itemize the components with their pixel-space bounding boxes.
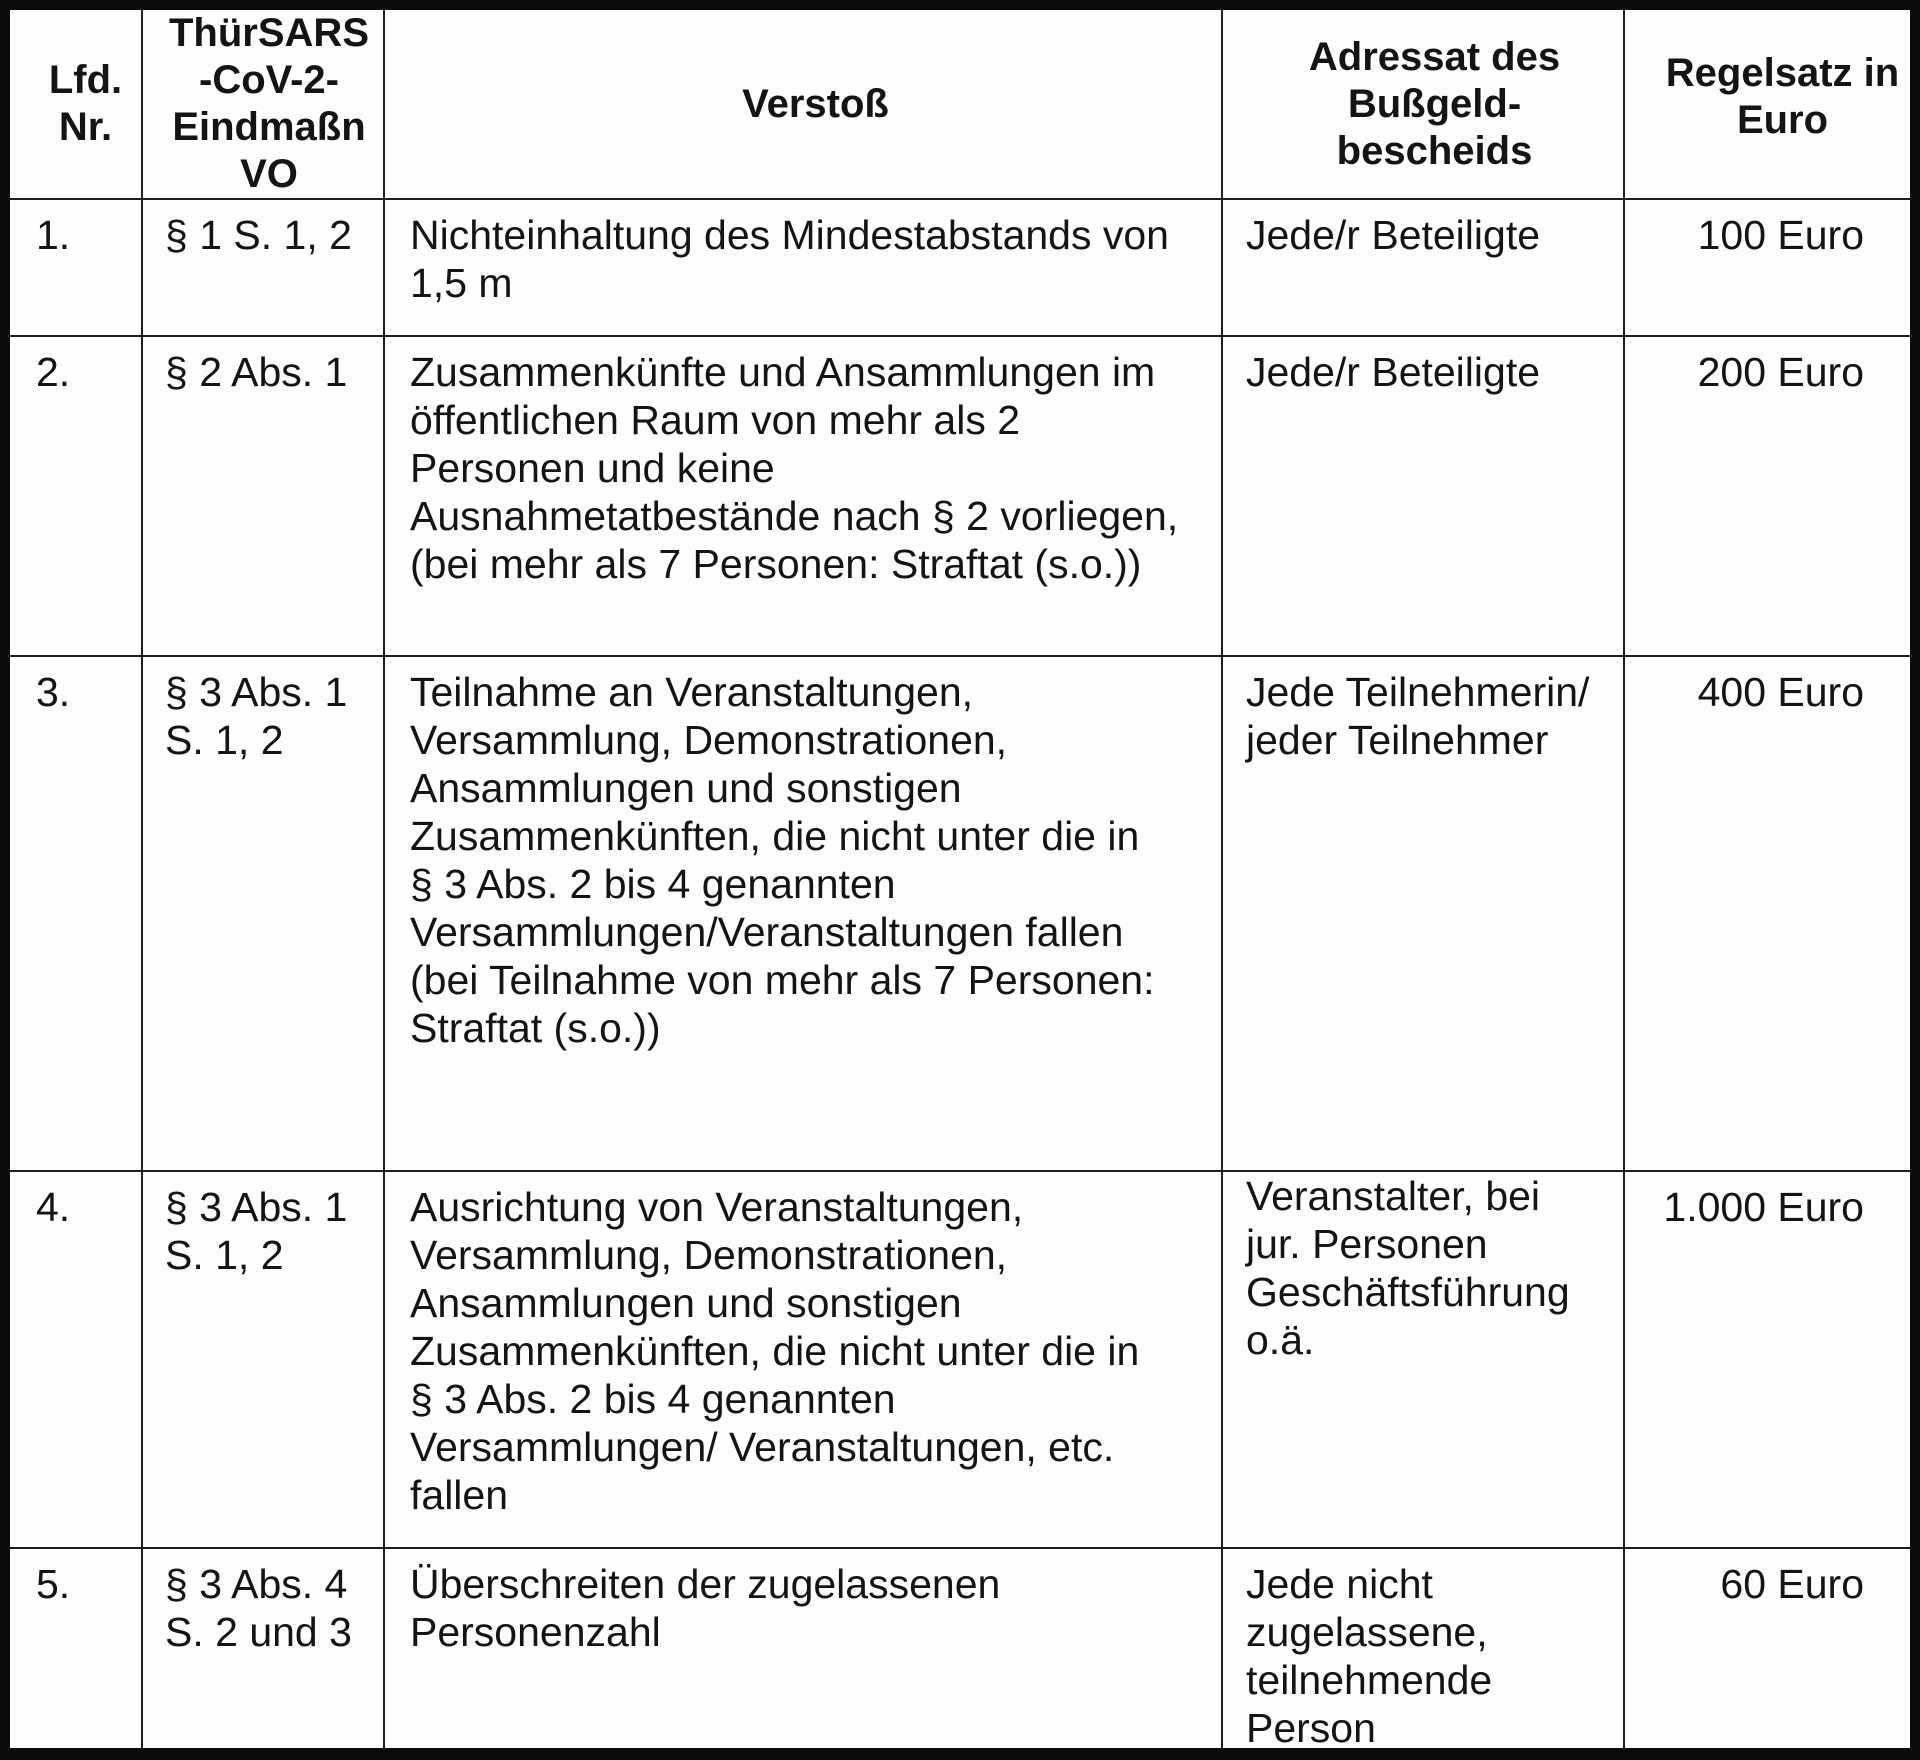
violation-line: Überschreiten der zugelassenen [410, 1561, 1001, 1607]
row-4-addressee [1223, 1172, 1625, 1549]
header-addressee-line: Bußgeld- [1347, 81, 1522, 126]
header-addressee-line: Adressat des [1308, 34, 1561, 79]
violation-line: Ausrichtung von Veranstaltungen, [410, 1184, 1024, 1230]
violation-line: Versammlungen/ Veranstaltungen, etc. [410, 1424, 1115, 1470]
row-1-regulation [143, 200, 385, 337]
row-3-regulation [143, 657, 385, 1172]
violation-line: Personenzahl [410, 1609, 661, 1655]
row-2-regulation [143, 337, 385, 657]
violation-line: Zusammenkünften, die nicht unter die in [410, 1328, 1140, 1374]
rate-text: 200 Euro [1697, 349, 1864, 395]
violation-line: Versammlung, Demonstrationen, [410, 717, 1008, 763]
regulation-line: § 3 Abs. 1 [165, 669, 348, 715]
header-rate-line: Regelsatz in [1665, 51, 1900, 95]
row-1-violation [385, 200, 1223, 337]
row-number-text: 4. [36, 1184, 71, 1230]
violation-line: Personen und keine [410, 445, 775, 491]
addressee-line: Person [1246, 1705, 1376, 1748]
rate-text: 1.000 Euro [1663, 1184, 1864, 1230]
regulation-line: § 1 S. 1, 2 [165, 212, 352, 258]
fine-catalog-table [10, 10, 1910, 1748]
header-regulation-line: ThürSARS [169, 11, 369, 55]
violation-line: Ausnahmetatbestände nach § 2 vorliegen, [410, 493, 1179, 539]
row-5-violation [385, 1549, 1223, 1748]
violation-line: Straftat (s.o.)) [410, 1005, 661, 1051]
row-4-regulation [143, 1172, 385, 1549]
rate-text: 400 Euro [1697, 669, 1864, 715]
header-addressee-line: bescheids [1336, 128, 1533, 173]
addressee-line: jur. Personen [1246, 1221, 1488, 1267]
row-5-number [10, 1549, 143, 1748]
header-number-line: Lfd. [48, 58, 123, 102]
violation-line: Teilnahme an Veranstaltungen, [410, 669, 974, 715]
header-addressee [1223, 10, 1625, 200]
addressee-line: jeder Teilnehmer [1246, 717, 1549, 763]
header-number [10, 10, 143, 200]
violation-line: fallen [410, 1472, 509, 1518]
row-3-addressee [1223, 657, 1625, 1172]
violation-line: § 3 Abs. 2 bis 4 genannten [410, 1376, 896, 1422]
addressee-line: Jede nicht [1246, 1561, 1433, 1607]
header-violation [385, 10, 1223, 200]
violation-line: öffentlichen Raum von mehr als 2 [410, 397, 1021, 443]
regulation-line: S. 1, 2 [165, 717, 284, 763]
row-number-text: 1. [36, 212, 71, 258]
regulation-line: § 2 Abs. 1 [165, 349, 348, 395]
addressee-line: teilnehmende [1246, 1657, 1493, 1703]
violation-line: Ansammlungen und sonstigen [410, 1280, 962, 1326]
violation-line: Nichteinhaltung des Mindestabstands von [410, 212, 1169, 258]
addressee-line: Jede Teilnehmerin/ [1246, 669, 1590, 715]
rate-text: 60 Euro [1720, 1561, 1864, 1607]
header-regulation-line: VO [240, 152, 298, 196]
addressee-line: Jede/r Beteiligte [1246, 349, 1541, 395]
addressee-line: Jede/r Beteiligte [1246, 212, 1541, 258]
row-number-text: 2. [36, 349, 71, 395]
row-4-violation [385, 1172, 1223, 1549]
row-4-rate [1625, 1172, 1910, 1549]
regulation-line: S. 2 und 3 [165, 1609, 352, 1655]
regulation-line: S. 1, 2 [165, 1232, 284, 1278]
row-2-rate [1625, 337, 1910, 657]
addressee-line: zugelassene, [1246, 1609, 1488, 1655]
row-1-number [10, 200, 143, 337]
row-1-rate [1625, 200, 1910, 337]
violation-line: Zusammenkünften, die nicht unter die in [410, 813, 1140, 859]
violation-line: § 3 Abs. 2 bis 4 genannten [410, 861, 896, 907]
header-regulation [143, 10, 385, 200]
addressee-line: Veranstalter, bei [1246, 1173, 1541, 1219]
violation-line: Zusammenkünfte und Ansammlungen im [410, 349, 1156, 395]
row-5-addressee [1223, 1549, 1625, 1748]
row-2-number [10, 337, 143, 657]
violation-line: Ansammlungen und sonstigen [410, 765, 962, 811]
violation-line: Versammlung, Demonstrationen, [410, 1232, 1008, 1278]
row-number-text: 5. [36, 1561, 71, 1607]
violation-line: (bei mehr als 7 Personen: Straftat (s.o.)) [410, 541, 1142, 587]
addressee-line: Geschäftsführung [1246, 1269, 1570, 1315]
row-number-text: 3. [36, 669, 71, 715]
regulation-line: § 3 Abs. 1 [165, 1184, 348, 1230]
row-1-addressee [1223, 200, 1625, 337]
row-2-addressee [1223, 337, 1625, 657]
violation-line: (bei Teilnahme von mehr als 7 Personen: [410, 957, 1155, 1003]
header-rate-line: Euro [1736, 98, 1829, 142]
header-regulation-line: Eindmaßn [172, 105, 366, 149]
regulation-line: § 3 Abs. 4 [165, 1561, 348, 1607]
header-number-line: Nr. [58, 105, 113, 149]
row-5-regulation [143, 1549, 385, 1748]
violation-line: Versammlungen/Veranstaltungen fallen [410, 909, 1124, 955]
row-4-number [10, 1172, 143, 1549]
violation-line: 1,5 m [410, 260, 513, 306]
header-rate [1625, 10, 1910, 200]
header-violation-line: Verstoß [742, 81, 889, 126]
header-regulation-line: -CoV-2- [199, 58, 339, 102]
addressee-line: o.ä. [1246, 1317, 1315, 1363]
rate-text: 100 Euro [1697, 212, 1864, 258]
row-5-rate [1625, 1549, 1910, 1748]
row-3-number [10, 657, 143, 1172]
row-2-violation [385, 337, 1223, 657]
row-3-rate [1625, 657, 1910, 1172]
row-3-violation [385, 657, 1223, 1172]
